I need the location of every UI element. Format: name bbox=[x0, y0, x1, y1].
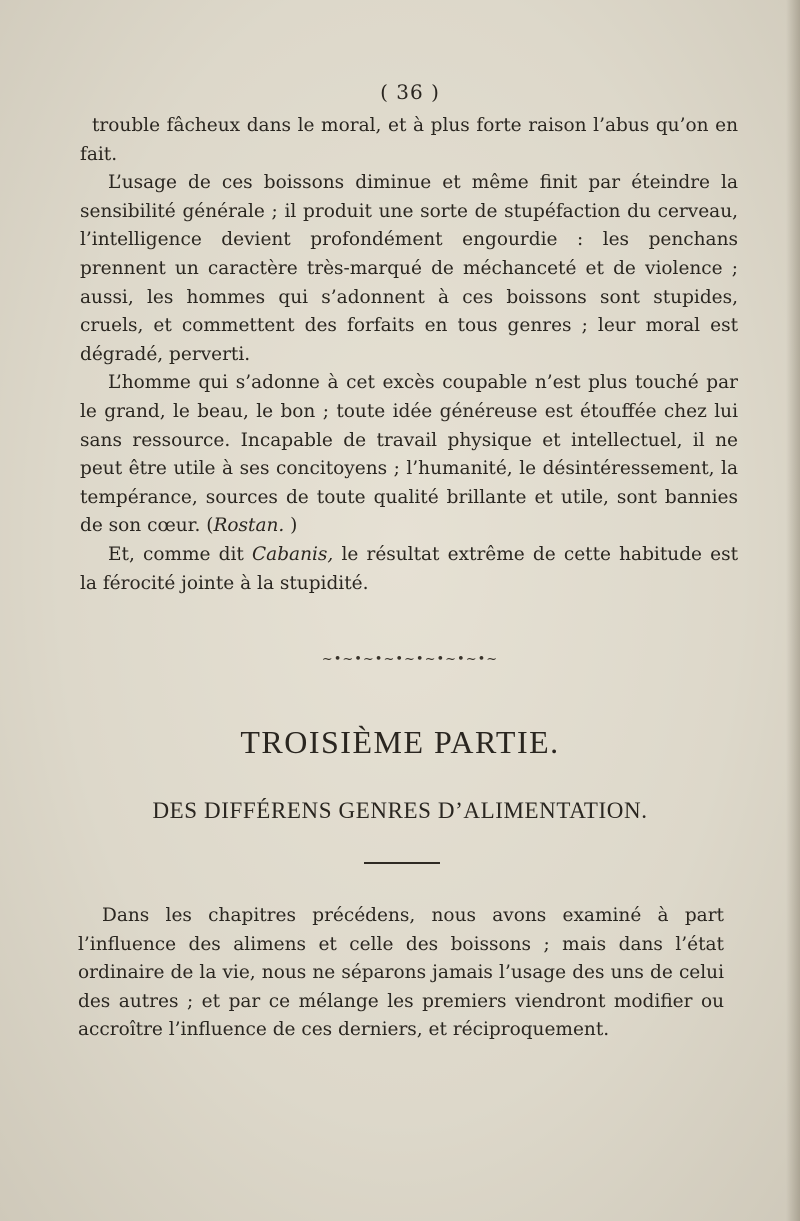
paragraph-cabanis-lead: Et, comme dit bbox=[108, 543, 253, 565]
intro-paragraph: Dans les chapitres précédens, nous avons examiné à part l’influence des alimens et celle des boissons ; mais dans l’état ordinaire de la vie, nous ne séparons jamais l’usage des uns de celui des autres ; et par ce mélange les premiers viendront modifier ou accroître l’influence de ces derniers, et réciproquement. bbox=[78, 905, 724, 1041]
paragraph-boissons-effects: L’usage de ces boissons diminue et même finit par éteindre la sensibilité générale ; il produit une sorte de stupéfaction du cerveau, l’intelligence devient profondément engourdie : les penchans prennent un caractère très-marqué de méchanceté et de violence ; aussi, les hommes qui s’adonnent à ces boissons sont stupides, cruels, et commettent des forfaits en tous genres ; leur moral est dégradé, perverti. bbox=[80, 172, 738, 365]
intro-text bbox=[78, 902, 724, 1045]
paragraph-cabanis bbox=[80, 541, 738, 598]
decorative-separator: ~•~•~•~•~•~•~•~•~ bbox=[321, 652, 499, 667]
page-number: ( 36 ) bbox=[380, 80, 440, 104]
paragraph-cabanis-text: le résultat extrême de cette habitude est la férocité jointe à la stupidité. bbox=[80, 543, 739, 594]
paragraph-homme-excess-text: L’homme qui s’adonne à cet excès coupable n’est plus touché par le grand, le beau, le bon ; toute idée généreuse est étouffée chez lui sans ressource. Incapable de travail physique et intellectuel, il ne peut être utile à ses concitoyens ; l’humanité, le désintéressement, la tempérance, sources de toute qualité brillante et utile, sont bannies de son cœur. ( bbox=[80, 372, 738, 537]
section-rule bbox=[364, 862, 440, 864]
citation-cabanis: Cabanis, bbox=[252, 543, 334, 565]
continuation-paragraph: trouble fâcheux dans le moral, et à plus forte raison l’abus qu’on en fait. bbox=[80, 115, 738, 165]
paragraph-homme-excess bbox=[80, 369, 738, 541]
part-title: TROISIÈME PARTIE. bbox=[240, 724, 560, 760]
citation-close: ) bbox=[284, 515, 298, 537]
body-text bbox=[80, 112, 738, 598]
section-title: DES DIFFÉRENS GENRES D’ALIMENTATION. bbox=[152, 798, 648, 823]
citation-rostan: Rostan. bbox=[213, 515, 285, 537]
page-edge-shadow bbox=[786, 0, 800, 1221]
